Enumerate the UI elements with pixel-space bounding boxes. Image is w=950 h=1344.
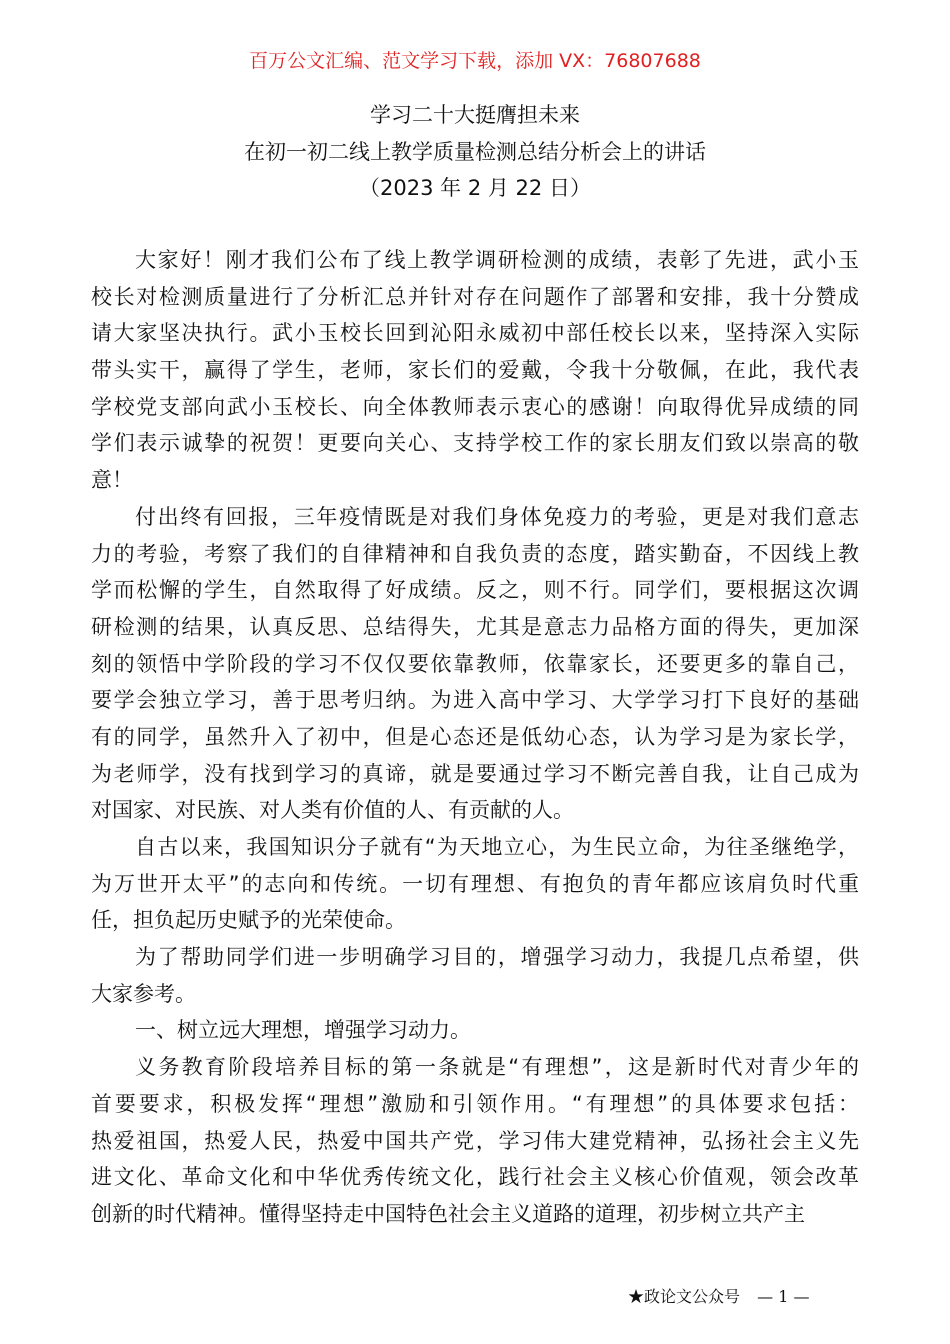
text-line: 为老师学，没有找到学习的真谛，就是要通过学习不断完善自我，让自己成为 [91, 761, 859, 786]
page-footer [628, 1284, 809, 1307]
paragraph [91, 1012, 859, 1049]
text-line: 进文化、革命文化和中华优秀传统文化，践行社会主义核心价值观，领会改革 [91, 1165, 859, 1190]
text-line: 带头实干，赢得了学生，老师，家长们的爱戴，令我十分敬佩，在此，我代表 [91, 358, 859, 383]
text-line: 付出终有回报，三年疫情既是对我们身体免疫力的考验，更是对我们意志 [135, 504, 859, 529]
text-line: 学们表示诚挚的祝贺！更要向关心、支持学校工作的家长朋友们致以崇高的敬 [91, 431, 859, 456]
text-line: 研检测的结果，认真反思、总结得失，尤其是意志力品格方面的得失，更加深 [91, 614, 859, 639]
download-banner: 百万公文汇编、范文学习下载，添加 VX：76807688 [249, 50, 701, 72]
doc-date: （2023 年 2 月 22 日） [359, 176, 591, 200]
footer-source: ★政论文公众号 [628, 1287, 741, 1306]
paragraph [91, 939, 859, 1012]
text-line: 力的考验，考察了我们的自律精神和自我负责的态度，踏实勤奋，不因线上教 [91, 541, 859, 566]
text-line: 为了帮助同学们进一步明确学习目的，增强学习动力，我提几点希望，供 [135, 945, 859, 970]
text-line: 为万世开太平”的志向和传统。一切有理想、有抱负的青年都应该肩负时代重 [91, 871, 859, 896]
text-line: 有的同学，虽然升入了初中，但是心态还是低幼心态，认为学习是为家长学， [91, 724, 859, 749]
text-line: 要学会独立学习，善于思考归纳。为进入高中学习、大学学习打下良好的基础 [91, 688, 859, 713]
document-body [91, 242, 859, 1233]
text-line: 学而松懈的学生，自然取得了好成绩。反之，则不行。同学们，要根据这次调 [91, 578, 859, 603]
text-line: 刻的领悟中学阶段的学习不仅仅要依靠教师，依靠家长，还要更多的靠自己， [91, 651, 859, 676]
text-line: 大家好！刚才我们公布了线上教学调研检测的成绩，表彰了先进，武小玉 [135, 248, 859, 272]
text-line: 热爱祖国，热爱人民，热爱中国共产党，学习伟大建党精神，弘扬社会主义先 [91, 1128, 859, 1153]
text-line: 意！ [91, 468, 133, 493]
text-line: 自古以来，我国知识分子就有“为天地立心，为生民立命，为往圣继绝学， [135, 835, 859, 859]
page-number: — 1 — [757, 1287, 810, 1306]
paragraph [91, 1049, 859, 1232]
doc-title: 学习二十大挺膺担未来 [370, 103, 580, 127]
text-line: 创新的时代精神。懂得坚持走中国特色社会主义道路的道理，初步树立共产主 [91, 1201, 805, 1226]
text-line: 校长对检测质量进行了分析汇总并针对存在问题作了部署和安排，我十分赞成 [91, 284, 859, 309]
paragraph [91, 242, 859, 499]
paragraph [91, 499, 859, 829]
text-line: 学校党支部向武小玉校长、向全体教师表示衷心的感谢！向取得优异成绩的同 [91, 394, 859, 419]
text-line: 义务教育阶段培养目标的第一条就是“有理想”，这是新时代对青少年的 [135, 1055, 859, 1080]
text-line: 大家参考。 [91, 981, 196, 1006]
text-line: 任，担负起历史赋予的光荣使命。 [91, 908, 406, 933]
text-line: 一、树立远大理想，增强学习动力。 [135, 1018, 471, 1043]
text-line: 请大家坚决执行。武小玉校长回到沁阳永威初中部任校长以来，坚持深入实际 [91, 321, 859, 346]
text-line: 对国家、对民族、对人类有价值的人、有贡献的人。 [91, 798, 574, 823]
paragraph [91, 829, 859, 939]
doc-subtitle: 在初一初二线上教学质量检测总结分析会上的讲话 [244, 140, 706, 164]
text-line: 首要要求，积极发挥“理想”激励和引领作用。“有理想”的具体要求包括： [91, 1091, 859, 1116]
